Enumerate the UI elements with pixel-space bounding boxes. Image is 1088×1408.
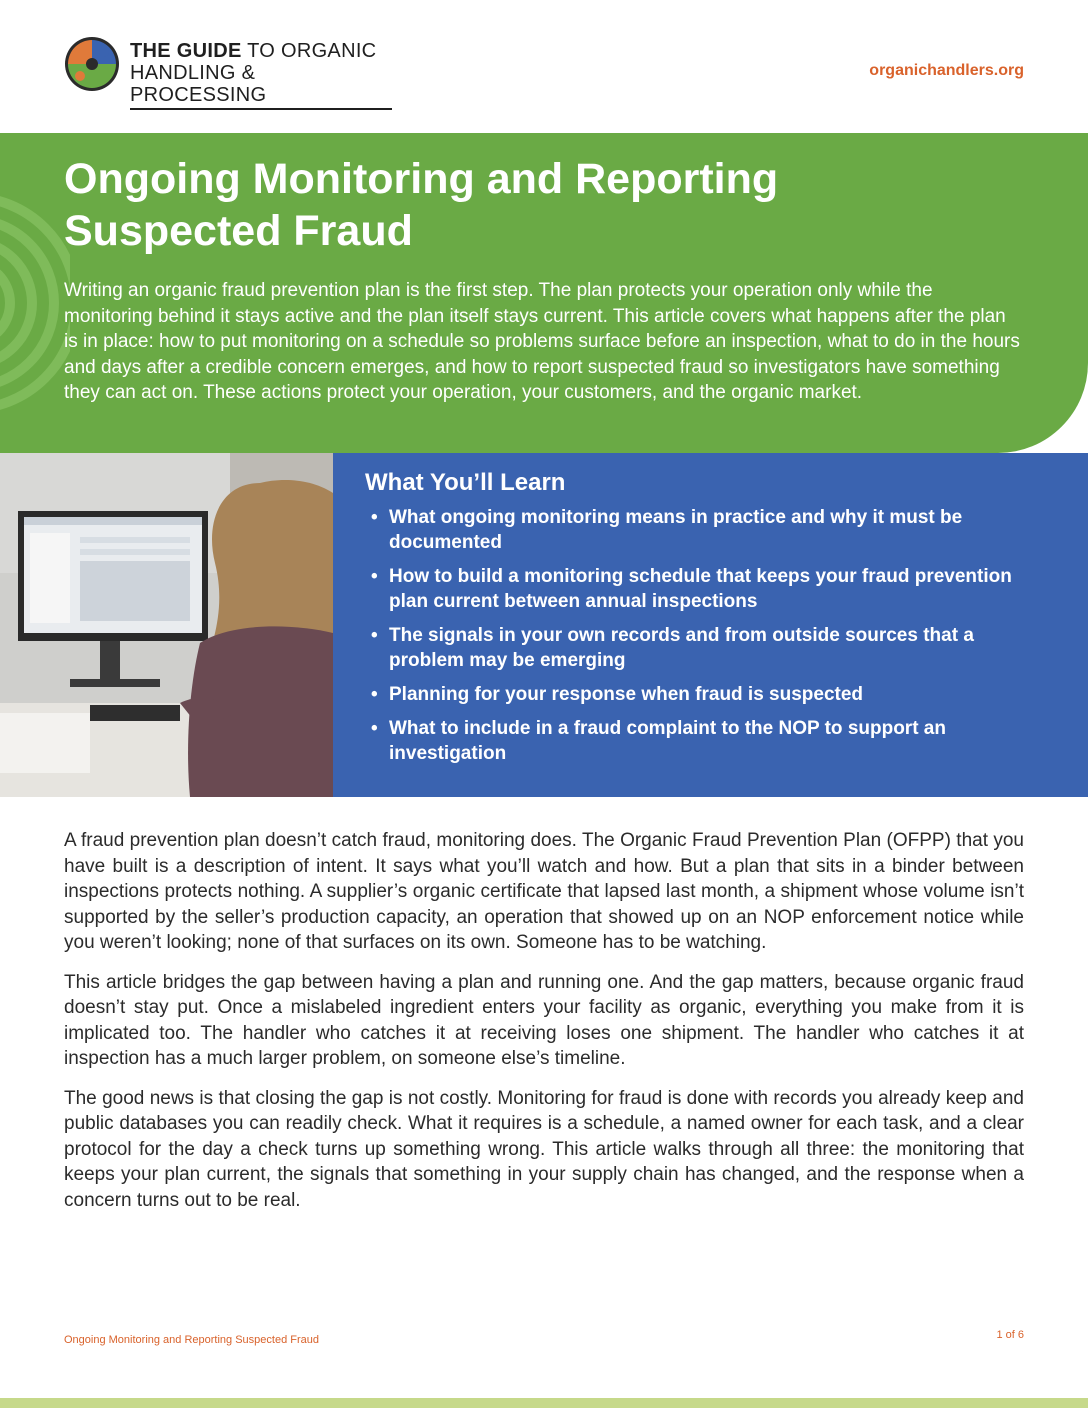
bullet-icon: • <box>371 684 378 705</box>
list-item <box>365 682 1025 707</box>
hero-banner <box>0 133 1088 453</box>
brand-rest: TO ORGANIC <box>241 40 377 62</box>
photo-illustration <box>0 453 333 797</box>
bullet-icon: • <box>371 507 378 528</box>
learn-heading: What You’ll Learn <box>365 469 566 496</box>
list-item <box>365 505 1025 555</box>
site-link[interactable]: organichandlers.org <box>869 62 1024 79</box>
learn-item-text: What ongoing monitoring means in practice and why it must be documented <box>389 507 963 553</box>
worker-at-computer-photo <box>0 453 333 797</box>
brand-line2: HANDLING & PROCESSING <box>130 62 392 110</box>
list-item <box>365 623 1025 673</box>
page-title <box>64 153 964 257</box>
arc-pattern-icon <box>0 153 70 453</box>
title-line1: Ongoing Monitoring and Reporting <box>64 155 779 203</box>
bullet-icon: • <box>371 625 378 646</box>
body-paragraph-2: This article bridges the gap between having a plan and running one. And the gap matters, because organic fraud doesn’t stay put. Once a mislabeled ingredient enters your facility as organic, everything you make from it is implicated too. The handler who catches it at receiving loses one shipment. The handler who catches it at inspection has a much larger problem, on someone else’s timeline. <box>64 971 1024 1069</box>
learn-item-text: How to build a monitoring schedule that keeps your fraud prevention plan current between annual inspections <box>389 566 1012 612</box>
page-number: 1 of 6 <box>996 1329 1024 1341</box>
learn-list <box>365 505 1025 775</box>
what-youll-learn-panel <box>333 453 1088 797</box>
list-item <box>365 564 1025 614</box>
bottom-color-bar <box>0 1398 1088 1408</box>
footer-title: Ongoing Monitoring and Reporting Suspected Fraud <box>64 1334 319 1346</box>
bullet-icon: • <box>371 566 378 587</box>
brand-wordmark <box>130 40 392 110</box>
bullet-icon: • <box>371 718 378 739</box>
list-item <box>365 716 1025 766</box>
page-header <box>0 0 1088 133</box>
intro-paragraph: Writing an organic fraud prevention plan is the first step. The plan protects your operation only while the monitoring behind it stays active and the plan itself stays current. This article covers what happens after the plan is in place: how to put monitoring on a schedule so problems surface before an inspection, what to do in the hours and days after a credible concern emerges, and how to report suspected fraud so investigators have something they can act on. These actions protect your operation, your customers, and the organic market. <box>64 280 1020 403</box>
title-line2: Suspected Fraud <box>64 207 413 255</box>
article-body <box>64 828 1024 1227</box>
learn-item-text: What to include in a fraud complaint to the NOP to support an investigation <box>389 718 946 764</box>
puzzle-logo-icon <box>64 36 120 92</box>
body-paragraph-1: A fraud prevention plan doesn’t catch fraud, monitoring does. The Organic Fraud Prevention Plan (OFPP) that you have built is a description of intent. It says what you’ll watch and how. But a plan that sits in a binder between inspections protects nothing. A supplier’s organic certificate that lapsed last month, a shipment whose volume isn’t supported by the seller’s production capacity, an operation that showed up on an NOP enforcement notice while you weren’t looking; none of that surfaces on its own. Someone has to be watching. <box>64 830 1024 953</box>
learn-item-text: The signals in your own records and from outside sources that a problem may be emerging <box>389 625 974 671</box>
learn-item-text: Planning for your response when fraud is suspected <box>389 684 864 705</box>
body-paragraph-3: The good news is that closing the gap is not costly. Monitoring for fraud is done with records you already keep and public databases you can readily check. What it requires is a schedule, a named owner for each task, and a clear protocol for the day a check turns up something wrong. This article walks through all three: the monitoring that keeps your plan current, the signals that something in your supply chain has changed, and the response when a concern turns out to be real. <box>64 1087 1024 1211</box>
brand-bold: THE GUIDE <box>130 40 242 62</box>
